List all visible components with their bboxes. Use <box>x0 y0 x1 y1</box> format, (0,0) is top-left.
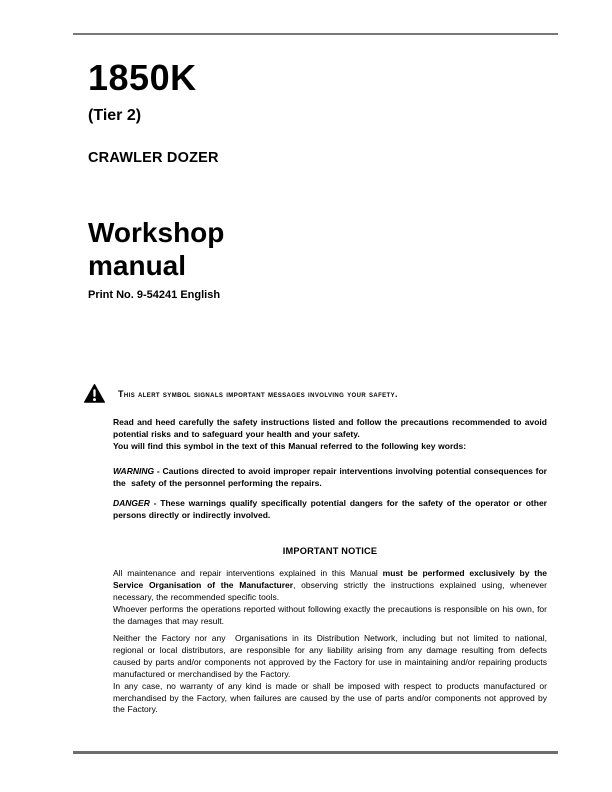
safety-keywords-text: You will find this symbol in the text of this Manual referred to the following key words: <box>113 440 467 451</box>
liability-text: Neither the Factory nor any Organisations in its Distribution Network, including but not limited to national, regional or local distributors, are responsible for any liability arising from any damage resulting from defects caused by parts and/or components not approved by the Factory for use in maintaining and/or repairing products manufactured or merchandised by the Factory. <box>113 633 547 679</box>
warning-triangle-icon <box>84 384 105 403</box>
important-notice-heading: IMPORTANT NOTICE <box>282 546 378 556</box>
danger-term: DANGER <box>113 498 150 508</box>
top-rule <box>73 33 558 35</box>
tier-subtitle: (Tier 2) <box>88 107 142 124</box>
model-title: 1850K <box>88 57 197 98</box>
danger-text: - These warnings qualify specifically potential dangers for the safety of the operator or other persons directly or indirectly involved. <box>113 498 547 520</box>
liability-paragraph <box>113 633 547 716</box>
document-title-line1: Workshop <box>88 217 225 248</box>
maintenance-paragraph <box>113 568 547 628</box>
warning-term: WARNING <box>113 466 155 476</box>
machine-type-label: CRAWLER DOZER <box>88 150 219 166</box>
print-number: Print No. 9-54241 English <box>88 289 221 301</box>
warranty-text: In any case, no warranty of any kind is made or shall be imposed with respect to products manufactured or merchandised by the Factory, when failures are caused by the use of parts and/or components not approved by the Factory. <box>113 680 547 715</box>
maintenance-bold-clause: must be performed exclusively by the Service Organisation of the Manufacturer <box>113 568 547 590</box>
document-title-line2: manual <box>88 250 187 281</box>
danger-paragraph <box>113 498 547 522</box>
maintenance-sentence <box>113 568 547 604</box>
safety-intro-text: Read and heed carefully the safety instructions listed and follow the precautions recommended to avoid potential risks and to safeguard your health and your safety. <box>113 417 547 439</box>
maintenance-responsibility: Whoever performs the operations reported without following exactly the precautions is responsible on his own, for the damages that may result. <box>113 603 547 626</box>
maintenance-intro: All maintenance and repair interventions explained in this Manual <box>113 568 383 578</box>
safety-alert-text: This alert symbol signals important messages involving your safety. <box>118 388 398 399</box>
safety-alert-row <box>84 384 398 403</box>
maintenance-rest: , observing strictly the instructions explained using, whenever necessary, the recommended specific tools. <box>113 579 547 602</box>
warning-paragraph <box>113 466 547 490</box>
bottom-rule <box>73 751 558 754</box>
document-title <box>88 216 224 282</box>
warning-text: - Cautions directed to avoid improper repair interventions involving potential consequences for the safety of the personnel performing the repairs. <box>113 466 547 488</box>
safety-intro-paragraph <box>113 417 547 453</box>
